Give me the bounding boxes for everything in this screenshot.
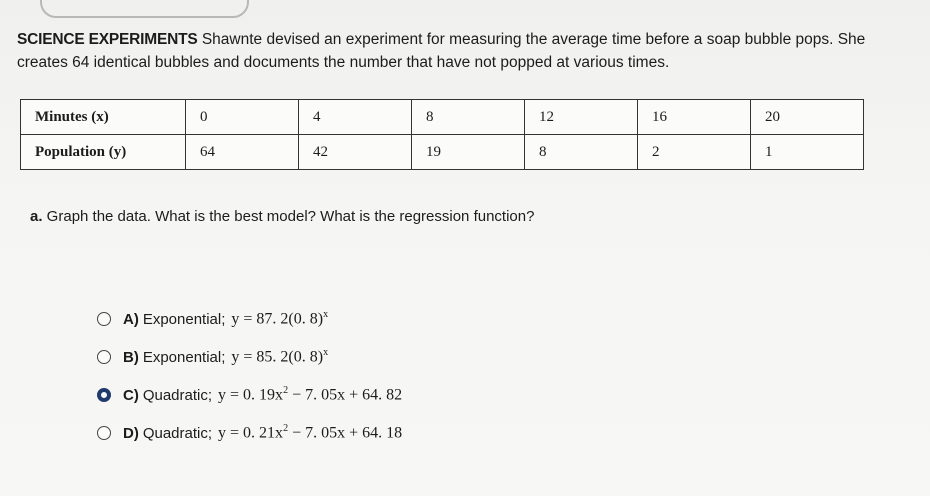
option-a[interactable]: [97, 307, 402, 331]
row-header-minutes: Minutes (x): [21, 100, 186, 135]
option-d[interactable]: [97, 421, 402, 445]
table-cell: 12: [525, 100, 638, 135]
option-letter: B): [123, 348, 139, 366]
question-text: Graph the data. What is the best model? What is the regression function?: [42, 208, 535, 225]
option-c[interactable]: [97, 383, 402, 407]
question-label: a.: [30, 208, 43, 225]
option-formula: y = 0. $19x^2 - 7$. 05x + 64. 82: [218, 385, 403, 404]
table-cell: 4: [299, 100, 412, 135]
option-letter: A): [123, 310, 139, 328]
radio-a[interactable]: [97, 312, 111, 326]
option-letter: C): [123, 386, 139, 404]
radio-b[interactable]: [97, 350, 111, 364]
option-label: Exponential;: [142, 310, 226, 328]
table-cell: 42: [299, 135, 412, 170]
answer-options: [97, 307, 402, 459]
table-cell: 8: [525, 135, 638, 170]
problem-intro: [17, 28, 917, 74]
option-label: Exponential;: [142, 348, 226, 366]
option-letter: D): [123, 424, 139, 442]
option-label: Quadratic;: [142, 424, 213, 442]
table-cell: 0: [186, 100, 299, 135]
radio-c[interactable]: [97, 388, 111, 402]
previous-section-border: [40, 0, 249, 18]
table-cell: 2: [638, 135, 751, 170]
option-label: Quadratic;: [142, 386, 213, 404]
row-header-population: Population (y): [21, 135, 186, 170]
table-cell: 20: [751, 100, 864, 135]
table-cell: 1: [751, 135, 864, 170]
problem-text: Shawnte devised an experiment for measuring the average time before a soap bubble pops. She creates 64 identical bubbles and documents the number that have not popped at various times.: [17, 31, 866, 71]
data-table: [20, 99, 864, 170]
radio-d[interactable]: [97, 426, 111, 440]
option-b[interactable]: [97, 345, 402, 369]
table-row: [21, 135, 864, 170]
table-cell: 64: [186, 135, 299, 170]
table-cell: 16: [638, 100, 751, 135]
option-formula: y = 87. 2(0. 8)$^x$: [231, 309, 329, 328]
option-formula: y = 85. 2(0. 8)$^x$: [231, 347, 329, 366]
table-cell: 19: [412, 135, 525, 170]
table-cell: 8: [412, 100, 525, 135]
problem-lead: SCIENCE EXPERIMENTS: [17, 31, 198, 48]
option-formula: y = 0. $21x^2 - 7$. 05x + 64. 18: [218, 423, 403, 442]
question-prompt: [30, 208, 534, 225]
table-row: [21, 100, 864, 135]
